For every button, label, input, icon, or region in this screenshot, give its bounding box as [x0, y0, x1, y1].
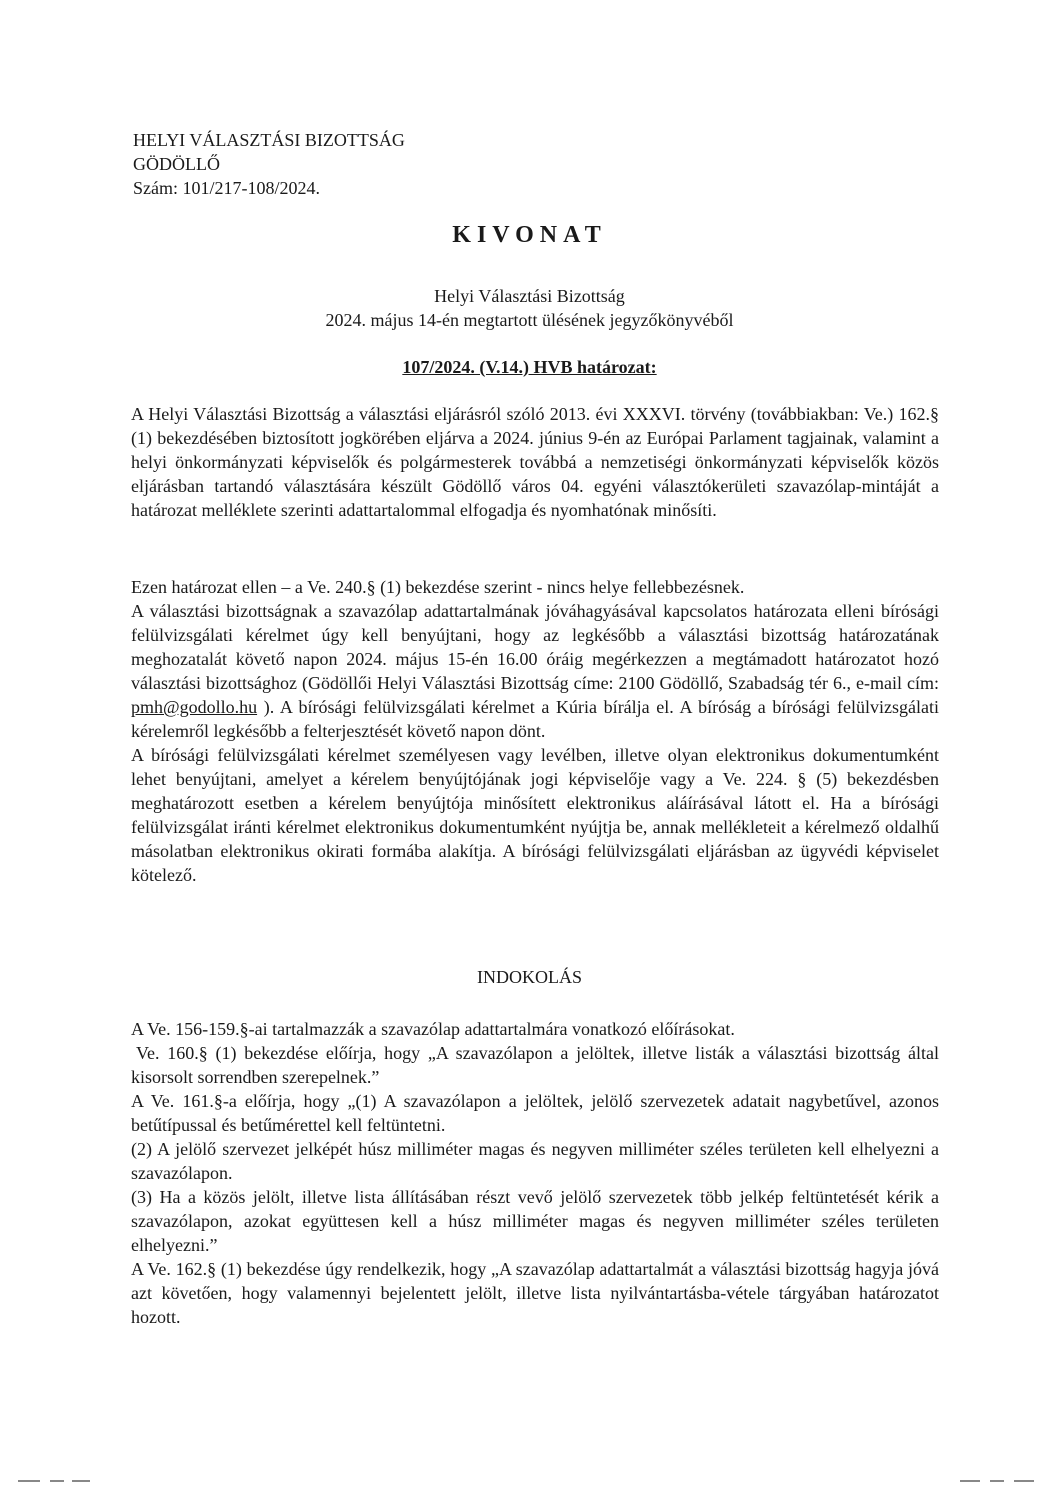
- document-title: KIVONAT: [452, 222, 607, 248]
- reasoning-title: INDOKOLÁS: [477, 967, 582, 987]
- remedy-paragraph-2-text-a: A választási bizottságnak a szavazólap adattartalmának jóváhagyásával kapcsolatos határozata elleni bírósági felülvizsgálati kérelmet úgy kell benyújtani, hogy az legkésőbb a választási bizottság határozatának meghozatalát követő napon 2024. május 15-én 16.00 óráig megérkezzen a megtámadott határozatot hozó választási bizottsághoz (Gödöllői Helyi Választási Bizottság címe: 2100 Gödöllő, Szabadság tér 6., e-mail cím:: [131, 601, 939, 693]
- decision-number: 107/2024. (V.14.) HVB határozat:: [402, 357, 657, 377]
- decision-paragraph: [131, 402, 939, 522]
- scan-artifact: [960, 1480, 980, 1482]
- remedy-paragraph-3: A bírósági felülvizsgálati kérelmet személyesen vagy levélben, illetve olyan elektronikus dokumentumként lehet benyújtani, amelyet a kérelem benyújtójának jogi képviselője vagy a Ve. 224. § (5) bekezdésben meghatározott esetben a kérelem benyújtója minősített elektronikus aláírásával látott el. Ha a bírósági felülvizsgálat iránti kérelmet elektronikus dokumentumként nyújtja be, annak mellékleteit a kérelmező oldalhű másolatban elektronikus okirati formába alakítja. A bírósági felülvizsgálati eljárásban az ügyvédi képviselet kötelező.: [131, 745, 939, 885]
- remedy-paragraph-2: [131, 599, 939, 743]
- reasoning-paragraph-3: A Ve. 161.§-a előírja, hogy „(1) A szavazólapon a jelöltek, jelölő szervezetek adatait nagybetűvel, azonos betűtípussal és betűmérettel kell feltüntetni.: [131, 1091, 939, 1135]
- email-link[interactable]: pmh@godollo.hu: [131, 697, 258, 717]
- reasoning-paragraph-5: (3) Ha a közös jelölt, illetve lista állításában részt vevő jelölő szervezetek több jelkép feltüntetését kérik a szavazólapon, azokat együttesen kell a húsz milliméter magas és negyven milliméter széles területen elhelyezni.”: [131, 1187, 939, 1255]
- issuer-header: [133, 128, 405, 200]
- document-subtitle: [0, 284, 1059, 332]
- reasoning-paragraph-6: A Ve. 162.§ (1) bekezdése úgy rendelkezik, hogy „A szavazólap adattartalmát a választási bizottság hagyja jóvá azt követően, hogy valamennyi bejelentett jelölt, illetve lista nyilvántartásba-vétele tárgyában határozatot hozott.: [131, 1259, 939, 1327]
- reasoning-paragraph-4: (2) A jelölő szervezet jelképét húsz milliméter magas és negyven milliméter széles területen kell elhelyezni a szavazólapon.: [131, 1139, 939, 1183]
- scan-artifact: [990, 1480, 1004, 1482]
- subtitle-line-2: 2024. május 14-én megtartott ülésének jegyzőkönyvéből: [325, 310, 734, 330]
- scan-artifact: [1014, 1480, 1034, 1482]
- reference-number: Szám: 101/217-108/2024.: [133, 178, 320, 198]
- issuer-city: GÖDÖLLŐ: [133, 154, 220, 174]
- scan-artifact: [72, 1480, 90, 1482]
- decision-text: A Helyi Választási Bizottság a választási eljárásról szóló 2013. évi XXXVI. törvény (továbbiakban: Ve.) 162.§ (1) bekezdésében biztosított jogkörében eljárva a 2024. június 9-én az Európai Parlament tagjainak, valamint a helyi önkormányzati képviselők és polgármesterek továbbá a nemzetiségi önkormányzati képviselők közös eljárásban tartandó választására készült Gödöllő város 04. egyéni választókerületi szavazólap-mintáját a határozat melléklete szerinti adattartalommal elfogadja és nyomhatónak minősíti.: [131, 404, 939, 520]
- reasoning-section: [131, 1017, 939, 1329]
- issuer-name: HELYI VÁLASZTÁSI BIZOTTSÁG: [133, 130, 405, 150]
- scan-artifact: [18, 1480, 40, 1482]
- reasoning-paragraph-1: A Ve. 156-159.§-ai tartalmazzák a szavazólap adattartalmára vonatkozó előírásokat.: [131, 1019, 735, 1039]
- reasoning-paragraph-2: Ve. 160.§ (1) bekezdése előírja, hogy „A szavazólapon a jelöltek, illetve listák a választási bizottság által kisorsolt sorrendben szerepelnek.”: [131, 1043, 939, 1087]
- subtitle-line-1: Helyi Választási Bizottság: [434, 286, 625, 306]
- legal-remedy-section: [131, 575, 939, 887]
- scan-artifact: [50, 1480, 64, 1482]
- remedy-paragraph-1: Ezen határozat ellen – a Ve. 240.§ (1) bekezdése szerint - nincs helye fellebbezésnek.: [131, 577, 745, 597]
- remedy-paragraph-2-text-b: ). A bírósági felülvizsgálati kérelmet a Kúria bírálja el. A bíróság a bírósági felülvizsgálati kérelemről legkésőbb a felterjesztését követő napon dönt.: [131, 697, 939, 741]
